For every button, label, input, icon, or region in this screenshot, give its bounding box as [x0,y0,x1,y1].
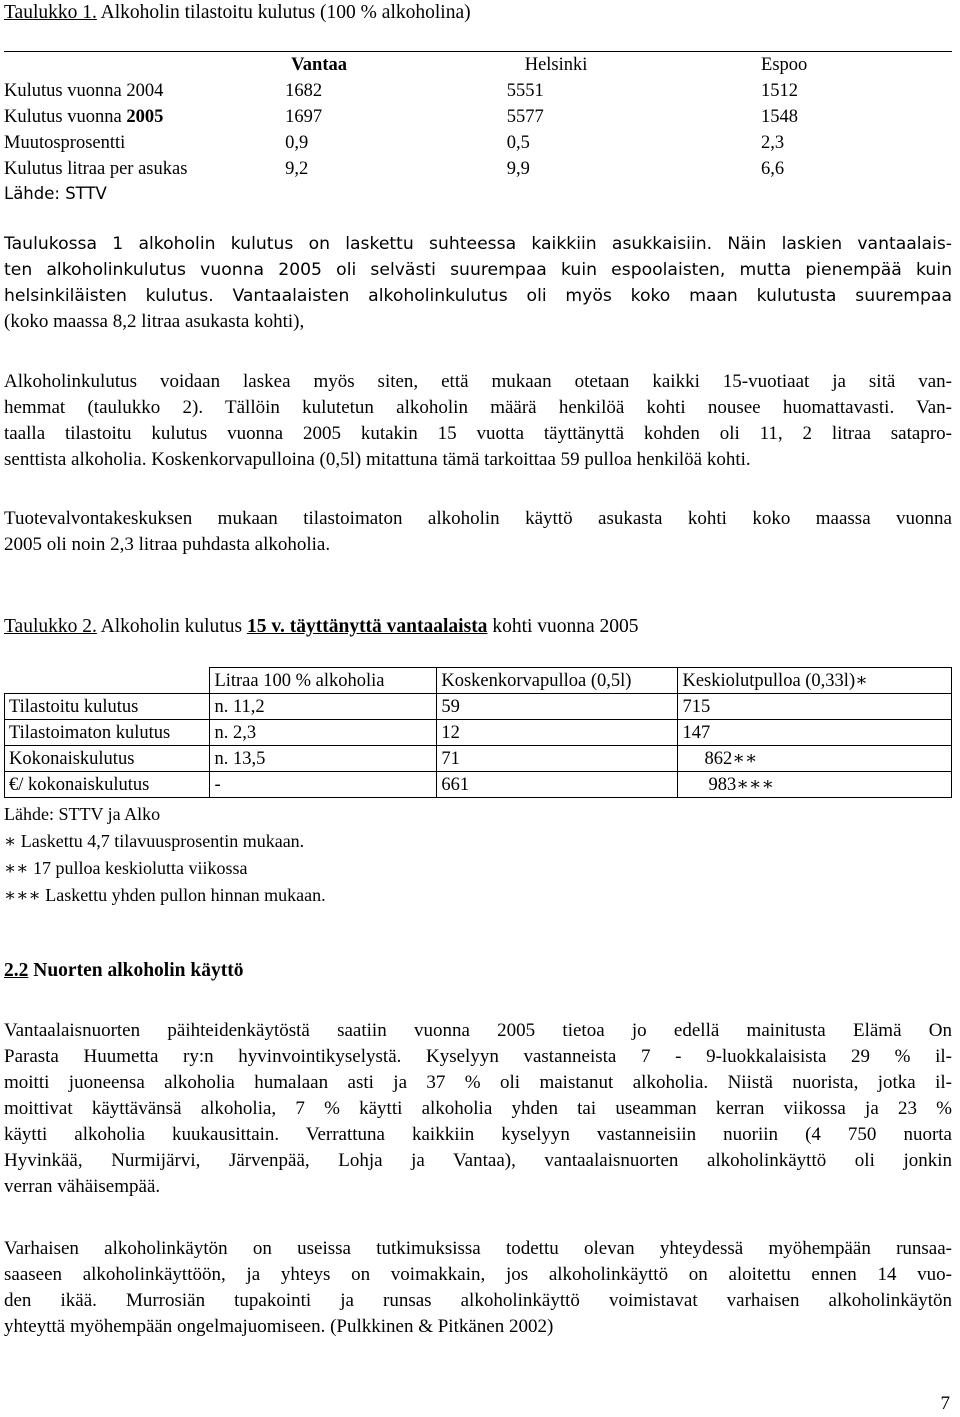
table-row [5,772,952,798]
table-cell: 59 [437,694,678,720]
table-header-cell: Litraa 100 % alkoholia [210,668,437,694]
paragraph-line: Varhaisen alkoholinkäytön on useissa tutkimuksissa todettu olevan yhteydessä myöhempään runsaa- [4,1238,952,1259]
paragraph-line: Vantaalaisnuorten päihteidenkäytöstä saatiin vuonna 2005 tietoa jo edellä mainitusta Elämä On [4,1020,952,1041]
table-cell: n. 13,5 [210,746,437,772]
table-row [4,156,952,182]
section-title: Nuorten alkoholin käyttö [28,960,244,981]
table-cell: 5577 [506,107,544,127]
table-row-label: Muutosprosentti [4,133,126,153]
table2-caption-label: Taulukko 2. [4,616,97,637]
table-header-row [4,52,952,79]
table-header-cell [5,668,210,694]
footnote: ∗∗∗ Laskettu yhden pullon hinnan mukaan. [4,885,326,905]
paragraph-line: verran vähäisempää. [4,1176,161,1197]
table-row-label: Kokonaiskulutus [5,746,210,772]
table-row [5,746,952,772]
row-label-year: 2004 [126,81,164,101]
table-cell: 147 [678,720,952,746]
table-header-row [5,668,952,694]
paragraph-1 [4,231,952,335]
table-row [5,694,952,720]
paragraph-line: helsinkiläisten kulutus. Vantaalaisten alkoholinkulutus oli myös koko maan kulutusta suurempaa [4,286,952,306]
paragraph-line: senttista alkoholia. Koskenkorvapulloina (0,5l) mitattuna tämä tarkoittaa 59 pulloa henkilöä kohti. [4,449,751,470]
table-cell: 1512 [761,81,799,101]
table-row-label [4,104,281,130]
table-row [4,130,952,156]
table-cell: 715 [678,694,952,720]
paragraph-line: hemmat (taulukko 2). Tällöin kulutetun alkoholin määrä henkilöä kohti nousee huomattavasti. Van- [4,397,952,418]
table-cell: 1548 [761,107,799,127]
paragraph-line: Taulukossa 1 alkoholin kulutus on laskettu suhteessa kaikkiin asukkaisiin. Näin laskien vantaalais- [4,234,952,254]
table-row [4,104,952,130]
paragraph-3 [4,506,952,558]
table-row-label: Tilastoitu kulutus [5,694,210,720]
table-cell: 9,2 [285,159,309,179]
table-row-label: €/ kokonaiskulutus [5,772,210,798]
table-cell: - [210,772,437,798]
paragraph-line: taalla tilastoitu kulutus vuonna 2005 kutakin 15 vuotta täyttänyttä kohden oli 11, 2 litraa satapro- [4,423,952,444]
table-cell: 0,9 [285,133,309,153]
table-header-cell: Helsinki [503,52,729,79]
table-cell: 12 [437,720,678,746]
table2-caption-bold: 15 v. täyttänyttä vantaalaista [246,616,488,637]
table-row-label: Kulutus litraa per asukas [4,159,188,179]
table-cell: 71 [437,746,678,772]
table1-caption-text: Alkoholin tilastoitu kulutus (100 % alkoholina) [96,2,471,23]
table-cell: 0,5 [506,133,530,153]
table-cell: 983∗∗∗ [678,772,952,798]
table-row [4,78,952,104]
table1-caption [4,0,471,26]
table2-notes [4,801,326,909]
table2-caption [4,614,639,640]
table-header-cell [4,52,281,79]
table-header-cell: Koskenkorvapulloa (0,5l) [437,668,678,694]
paragraph-line: 2005 oli noin 2,3 litraa puhdasta alkoholia. [4,534,331,555]
paragraph-line: moitti juoneensa alkoholia humalaan asti ja 37 % oli maistanut alkoholia. Niistä nuorista, jotka il- [4,1072,952,1093]
table1-caption-label: Taulukko 1. [4,2,97,23]
paragraph-5 [4,1236,952,1340]
paragraph-line: moittivat käyttävänsä alkoholia, 7 % käytti alkoholia yhden tai useamman kerran viikossa ja 23 % [4,1098,952,1119]
table-cell: 9,9 [506,159,530,179]
paragraph-line: Tuotevalvontakeskuksen mukaan tilastoimaton alkoholin käyttö asukasta kohti koko maassa vuonna [4,508,952,529]
table-header-cell: Keskiolutpulloa (0,33l)∗ [678,668,952,694]
paragraph-line: Parasta Huumetta ry:n hyvinvointikyselystä. Kyselyyn vastanneista 7 - 9-luokkalaisista 29 % il- [4,1046,952,1067]
table-cell: 2,3 [761,133,785,153]
table-header-cell: Vantaa [281,52,503,79]
alcohol-consumption-table [4,51,952,182]
footnote: ∗ Laskettu 4,7 tilavuusprosentin mukaan. [4,831,305,851]
table-cell: 1697 [285,107,323,127]
footnote: ∗∗ 17 pulloa keskiolutta viikossa [4,858,248,878]
table1-source: Lähde: STTV [4,184,107,203]
alcohol-15plus-table [4,667,952,798]
table-header-cell: Espoo [729,52,952,79]
table2-source: Lähde: STTV ja Alko [4,804,161,824]
table-cell: 862∗∗ [678,746,952,772]
paragraph-line: yhteyttä myöhempään ongelmajuomiseen. (Pulkkinen & Pitkänen 2002) [4,1316,554,1337]
paragraph-line: käytti alkoholia kuukausittain. Verrattuna kaikkiin kyselyyn vastanneisiin nuoriin (4 750 nuorta [4,1124,952,1145]
row-label-text: Kulutus vuonna [4,81,127,101]
table-cell: n. 11,2 [210,694,437,720]
paragraph-line: ten alkoholinkulutus vuonna 2005 oli selvästi suurempaa kuin espoolaisten, mutta pienempää kuin [4,260,952,280]
table-cell: n. 2,3 [210,720,437,746]
table-cell: 6,6 [761,159,785,179]
row-label-year: 2005 [126,107,164,127]
paragraph-line: Hyvinkää, Nurmijärvi, Järvenpää, Lohja ja Vantaa), vantaalaisnuorten alkoholinkäyttö oli jonkin [4,1150,952,1171]
table-row-label: Tilastoimaton kulutus [5,720,210,746]
paragraph-line: den ikää. Murrosiän tupakointi ja runsas alkoholinkäyttö voimistavat varhaisen alkoholinkäytön [4,1290,952,1311]
paragraph-line: (koko maassa 8,2 litraa asukasta kohti), [4,311,305,332]
page-number: 7 [940,1393,950,1414]
paragraph-line: Alkoholinkulutus voidaan laskea myös siten, että mukaan otetaan kaikki 15-vuotiaat ja sitä van- [4,371,952,392]
table-cell: 661 [437,772,678,798]
table-cell: 5551 [506,81,544,101]
table2-caption-tail: kohti vuonna 2005 [487,616,639,637]
paragraph-line: saaseen alkoholinkäyttöön, ja yhteys on voimakkain, jos alkoholinkäyttö on aloitettu ennen 14 vuo- [4,1264,952,1285]
paragraph-4 [4,1018,952,1200]
table2-caption-text: Alkoholin kulutus [96,616,247,637]
table-cell: 1682 [285,81,323,101]
row-label-text: Kulutus vuonna [4,107,127,127]
section-heading [4,958,243,984]
table-row [5,720,952,746]
section-number: 2.2 [4,960,29,981]
table-row-label [4,78,281,104]
paragraph-2 [4,369,952,473]
